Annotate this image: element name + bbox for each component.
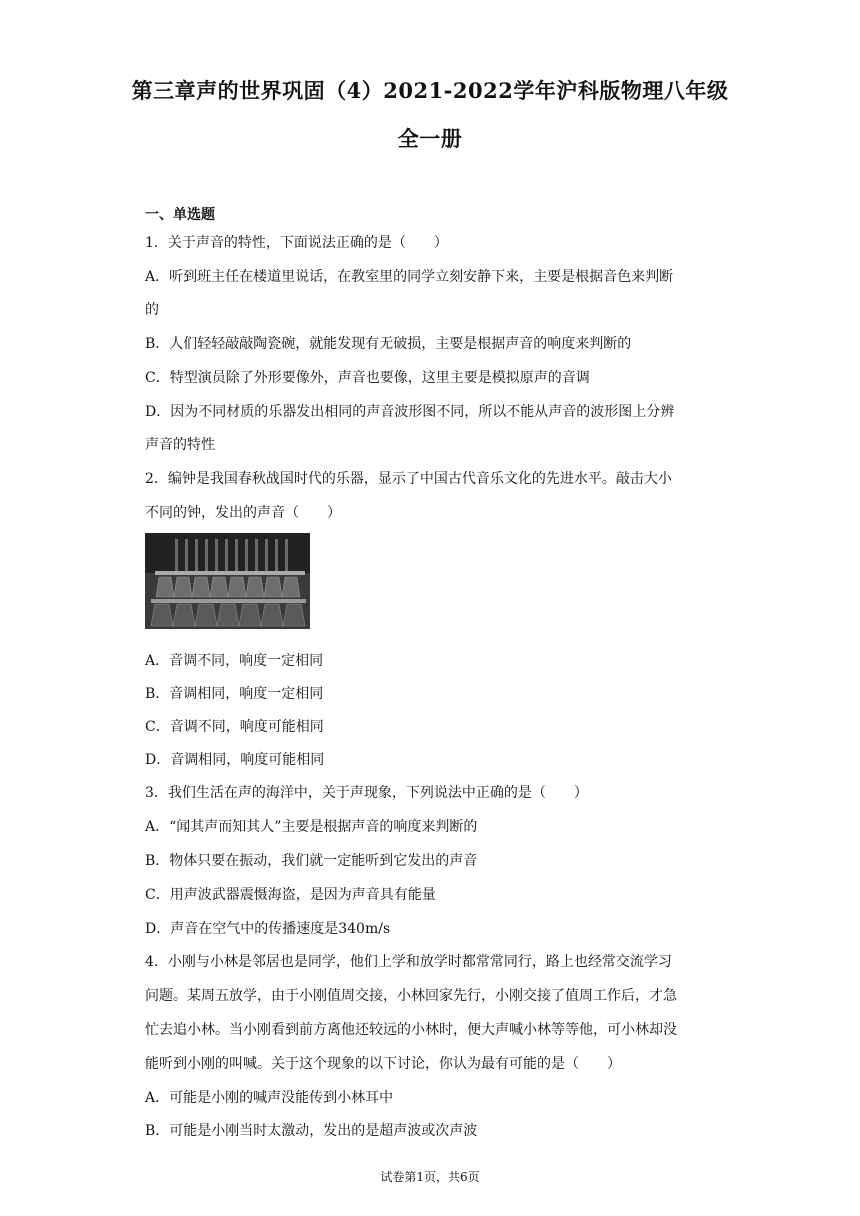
question-2-stem: 2．编钟是我国春秋战国时代的乐器，显示了中国古代音乐文化的先进水平。敲击大小 xyxy=(145,471,672,487)
question-1-option-d-cont: 声音的特性 xyxy=(145,437,215,453)
question-2-stem-cont: 不同的钟，发出的声音（ ） xyxy=(145,505,341,521)
question-3-option-a: A．“闻其声而知其人”主要是根据声音的响度来判断的 xyxy=(145,819,478,835)
question-3-option-b: B．物体只要在振动，我们就一定能听到它发出的声音 xyxy=(145,853,478,869)
page-title-line1: 第三章声的世界巩固（4）2021-2022学年沪科版物理八年级 xyxy=(131,78,729,103)
question-1-option-a-cont: 的 xyxy=(145,302,159,318)
bianzhong-photo xyxy=(145,533,310,629)
question-1-option-c: C．特型演员除了外形要像外，声音也要像，这里主要是模拟原声的音调 xyxy=(145,370,590,386)
question-3-option-d: D．声音在空气中的传播速度是340m/s xyxy=(145,921,391,937)
page-footer: 试卷第1页，共6页 xyxy=(380,1170,480,1184)
question-4-stem-cont-1: 问题。某周五放学，由于小刚值周交接，小林回家先行，小刚交接了值周工作后，才急 xyxy=(145,988,677,1004)
bianzhong-image xyxy=(145,533,310,629)
section-heading: 一、单选题 xyxy=(145,207,215,223)
question-1-option-b: B．人们轻轻敲敲陶瓷碗，就能发现有无破损，主要是根据声音的响度来判断的 xyxy=(145,336,632,352)
question-2-option-a: A．音调不同，响度一定相同 xyxy=(145,653,324,669)
question-4-stem-cont-2: 忙去追小林。当小刚看到前方离他还较远的小林时，便大声喊小林等等他，可小林却没 xyxy=(145,1022,677,1038)
question-1-stem: 1．关于声音的特性，下面说法正确的是（ ） xyxy=(145,235,448,251)
question-2-option-d: D．音调相同，响度可能相同 xyxy=(145,752,325,768)
question-1-option-a: A．听到班主任在楼道里说话，在教室里的同学立刻安静下来，主要是根据音色来判断 xyxy=(145,269,674,285)
question-3-option-c: C．用声波武器震慑海盗，是因为声音具有能量 xyxy=(145,887,436,903)
question-3-stem: 3．我们生活在声的海洋中，关于声现象，下列说法中正确的是（ ） xyxy=(145,785,588,801)
question-4-option-a: A．可能是小刚的喊声没能传到小林耳中 xyxy=(145,1090,394,1106)
question-4-option-b: B．可能是小刚当时太激动，发出的是超声波或次声波 xyxy=(145,1123,478,1139)
question-4-stem: 4．小刚与小林是邻居也是同学，他们上学和放学时都常常同行，路上也经常交流学习 xyxy=(145,954,672,970)
question-2-option-b: B．音调相同，响度一定相同 xyxy=(145,686,324,702)
question-1-option-d: D．因为不同材质的乐器发出相同的声音波形图不同，所以不能从声音的波形图上分辨 xyxy=(145,404,675,420)
page-title-line2: 全一册 xyxy=(397,126,463,151)
question-4-stem-cont-3: 能听到小刚的叫喊。关于这个现象的以下讨论，你认为最有可能的是（ ） xyxy=(145,1056,621,1072)
question-2-option-c: C．音调不同，响度可能相同 xyxy=(145,719,324,735)
